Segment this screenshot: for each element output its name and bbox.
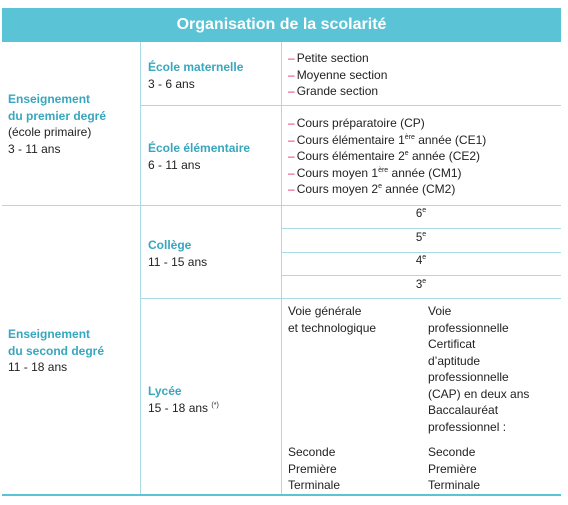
college-grade: 5e [415,231,427,244]
elementaire-cell [148,140,250,173]
premier-degre-subtitle: (école primaire) [8,125,92,139]
list-item: Première [288,461,337,476]
lycee-cell [148,383,219,416]
row-divider [282,252,561,253]
maternelle-list [288,50,387,100]
row-divider [140,298,561,299]
second-degre-ages: 11 - 18 ans [8,360,68,374]
dash-bullet: – [288,67,295,82]
row-divider [2,205,561,206]
dash-bullet: – [288,149,295,163]
maternelle-name: École maternelle [148,60,244,74]
list-item: – Cours moyen 1ère année (CM1) [288,165,462,180]
elementaire-name: École élémentaire [148,141,251,155]
row-divider [282,228,561,229]
list-item: Terminale [428,478,481,492]
second-degre-heading-line1: Enseignement [8,327,91,341]
premier-degre-heading-line2: du premier degré [8,108,107,123]
college-grade: 6e [415,207,427,220]
voie-generale-heading: Voie générale et technologique [288,304,377,335]
list-item: – Cours préparatoire (CP) [288,116,425,130]
premier-degre-heading-line1: Enseignement [8,92,91,106]
college-name: Collège [148,238,192,252]
dash-bullet: – [288,165,295,180]
voie-generale-years [288,444,340,494]
voie-professionnelle-heading: Voie professionnelle Certificat d’aptitude professionnelle (CAP) en deux ans Baccalauréat professionnel : [428,304,530,434]
voie-professionnelle-years [428,444,480,494]
lycee-ages-line [148,400,219,417]
maternelle-ages: 3 - 6 ans [148,76,195,91]
college-ages: 11 - 15 ans [148,254,208,269]
column-divider [281,42,282,494]
premier-degre-ages: 3 - 11 ans [8,141,61,156]
premier-degre-heading [8,91,106,157]
maternelle-cell [148,59,243,92]
list-item: Terminale [288,478,341,492]
list-item: Seconde [288,445,336,459]
dash-bullet: – [288,51,295,65]
list-item: – Petite section [288,51,369,65]
dash-bullet: – [288,182,295,196]
row-divider [282,275,561,276]
lycee-ages-footnote: (*) [211,401,219,409]
column-divider [140,42,141,494]
list-item: Seconde [428,445,476,459]
elementaire-list [288,115,486,198]
list-item: – Moyenne section [288,67,388,82]
table-title: Organisation de la scolarité [2,8,561,42]
list-item: – Cours élémentaire 2e année (CE2) [288,149,481,163]
lycee-ages: 15 - 18 ans [148,400,209,415]
lycee-name: Lycée [148,384,182,398]
list-item: – Cours élémentaire 1ère année (CE1) [288,132,487,147]
list-item: Première [428,461,477,476]
second-degre-heading [8,326,104,376]
elementaire-ages: 6 - 11 ans [148,157,201,172]
dash-bullet: – [288,116,295,130]
second-degre-heading-line2: du second degré [8,343,105,358]
row-divider [140,105,561,106]
list-item: – Grande section [288,84,379,98]
college-cell [148,237,207,270]
list-item: – Cours moyen 2e année (CM2) [288,182,456,196]
college-grade: 3e [415,278,427,291]
table-bottom-rule [2,494,561,496]
dash-bullet: – [288,132,295,147]
dash-bullet: – [288,84,295,98]
college-grade: 4e [415,254,427,267]
